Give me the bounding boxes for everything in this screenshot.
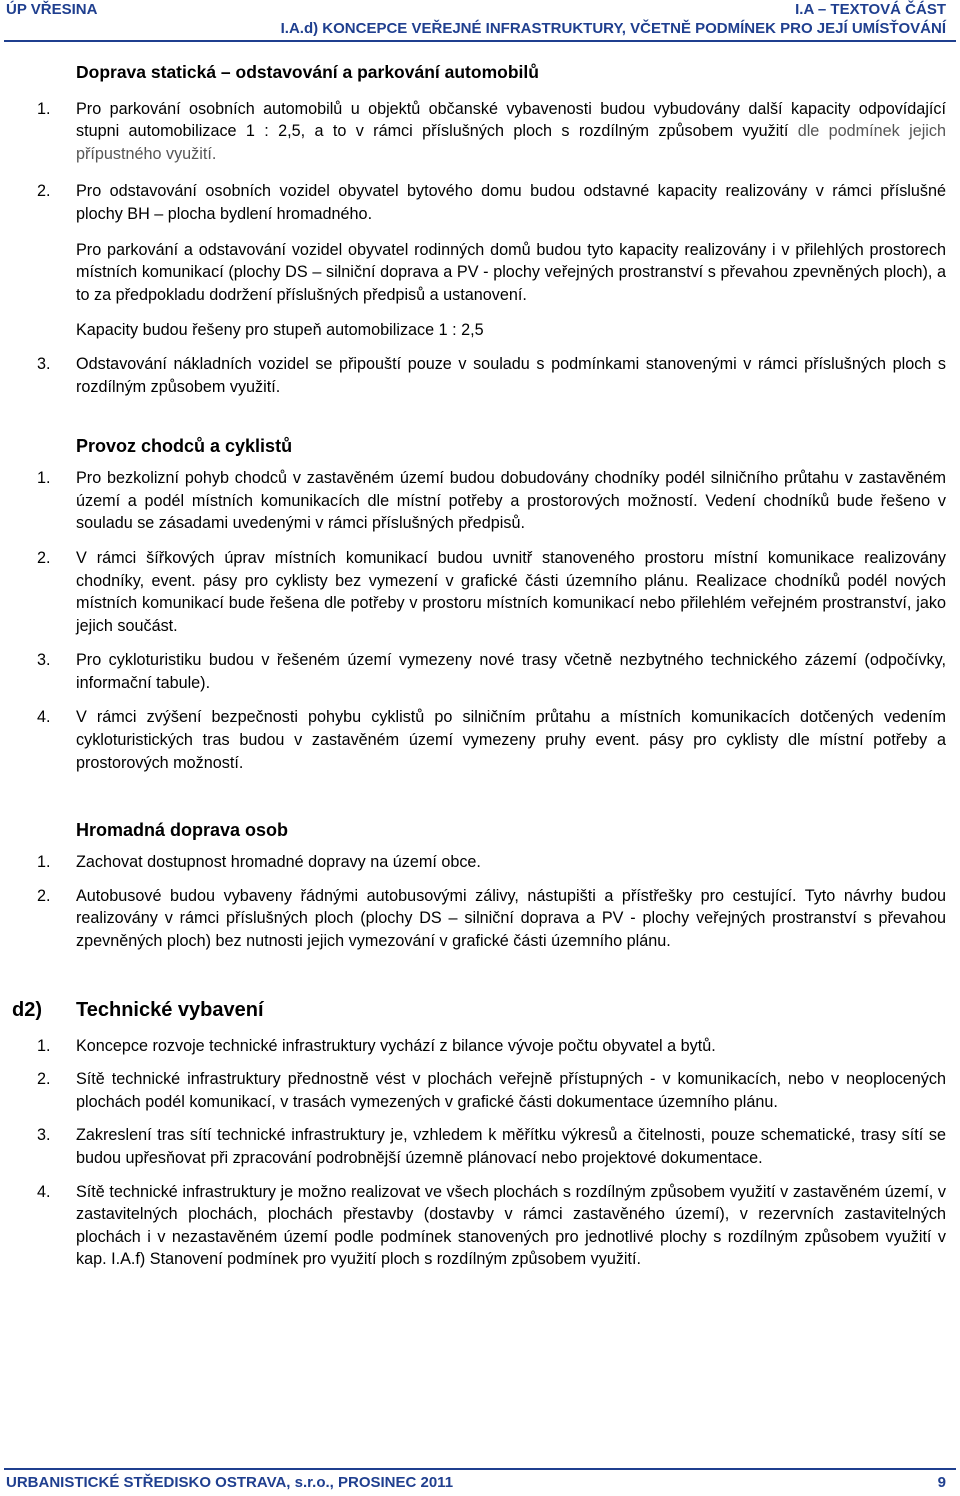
footer-company: URBANISTICKÉ STŘEDISKO OSTRAVA, s.r.o., PROSINEC 2011	[6, 1474, 454, 1491]
item-text: Pro parkování a odstavování vozidel obyvatel rodinných domů budou tyto kapacity realizovány i v přilehlých prostorech místních komunikací (plochy DS – silniční doprava a PV - plochy veřejných prostranství s převahou zpevněných ploch), a to za předpokladu dodržení příslušných předpisů a ustanovení.	[76, 240, 946, 304]
technical-item-4	[0, 1181, 960, 1271]
header-part: I.A – TEXTOVÁ ČÁST	[795, 1, 946, 18]
static-item-2	[0, 180, 960, 225]
transit-item-1	[0, 851, 960, 874]
section-title-static: Doprava statická – odstavování a parkování automobilů	[76, 62, 539, 82]
item-number: 3.	[37, 651, 51, 670]
static-item-1	[0, 98, 960, 166]
technical-item-3	[0, 1124, 960, 1169]
item-number: 1.	[37, 853, 51, 872]
item-text: Koncepce rozvoje technické infrastruktury vychází z bilance vývoje počtu obyvatel a bytů.	[76, 1036, 716, 1055]
item-number: 2.	[37, 548, 51, 567]
item-number: 2.	[37, 886, 51, 905]
item-number: 2.	[37, 182, 51, 201]
section-title-transit: Hromadná doprava osob	[76, 820, 289, 841]
item-text: Sítě technické infrastruktury přednostně vést v plochách veřejně přístupných - v komunikacích, nebo v neoplocených plochách podél komunikací, v trasách vymezených v grafické části dokumentace územního plánu.	[76, 1070, 946, 1111]
item-number: 3.	[37, 354, 51, 373]
section-title-technical	[0, 997, 960, 1023]
item-text: Pro bezkolizní pohyb chodců v zastavěném území budou dobudovány chodníky podél silničního průtahu v zastavěném území a podél místních komunikacích dle místní potřeby a prostorových možností. Vedení chodníků bude řešeno v souladu se zásadami uvedenými v rámci příslušných předpisů.	[76, 469, 946, 533]
section-number: d2)	[12, 998, 42, 1021]
section-title-pedestrian: Provoz chodců a cyklistů	[76, 436, 293, 457]
item-text: Sítě technické infrastruktury je možno realizovat ve všech plochách s rozdílným způsobem využití v zastavěném území, v zastavitelných plochách, plochách přestavby (dostavby v rámci zastavěného území), v rezervních zastavitelných plochách i v nezastavěném území podle podmínek stanovených pro jednotlivé plochy s rozdílným způsobem využití v kap. I.A.f) Stanovení podmínek pro využití ploch s rozdílným způsobem využití.	[76, 1182, 946, 1269]
transit-item-2	[0, 885, 960, 953]
header-project: ÚP VŘESINA	[6, 1, 98, 18]
static-paragraph-capacity	[0, 319, 960, 342]
item-text: Pro parkování osobních automobilů u objektů občanské vybavenosti budou vybudovány další kapacity odpovídající stupni automobilizace 1 : 2,5, a to v rámci příslušných ploch s rozdílným způsobem využití	[76, 99, 946, 141]
item-text: Pro cykloturistiku budou v řešeném území vymezeny nové trasy včetně nezbytného technického zázemí (odpočívky, informační tabule).	[76, 651, 946, 692]
item-number: 1.	[37, 1036, 51, 1055]
technical-item-2	[0, 1068, 960, 1113]
document-body	[0, 52, 960, 1271]
item-text: Kapacity budou řešeny pro stupeň automobilizace 1 : 2,5	[76, 321, 484, 340]
item-number: 1.	[37, 99, 51, 118]
pedestrian-item-2	[0, 547, 960, 637]
item-text: V rámci šířkových úprav místních komunikací budou uvnitř stanoveného prostoru místní komunikace realizovány chodníky, event. pásy pro cyklisty bez vymezení v grafické části územního plánu. Realizace chodníků podél nových místních komunikací bude řešena dle potřeby v prostoru místních komunikací nebo přilehlém veřejném prostranství, jako jejich součást.	[76, 548, 946, 635]
item-number: 2.	[37, 1070, 51, 1089]
header-rule	[4, 40, 956, 42]
item-text: Autobusové budou vybaveny řádnými autobusovými zálivy, nástupišti a přístřešky pro cestující. Tyto návrhy budou realizovány v rámci příslušných ploch (plochy DS – silniční doprava a PV - plochy veřejných prostranství s převahou zpevněných ploch) bez nutnosti jejich vymezování v grafické části územního plánu.	[76, 886, 946, 951]
pedestrian-item-1	[0, 467, 960, 535]
item-text: Pro odstavování osobních vozidel obyvatel bytového domu budou odstavné kapacity realizovány v rámci příslušné plochy BH – plocha bydlení hromadného.	[76, 182, 946, 223]
item-number: 4.	[37, 1182, 51, 1201]
item-text: Odstavování nákladních vozidel se připouští pouze v souladu s podmínkami stanovenými v rámci příslušných ploch s rozdílným způsobem využití.	[76, 354, 946, 396]
item-text: Zachovat dostupnost hromadné dopravy na území obce.	[76, 853, 481, 872]
technical-item-1	[0, 1035, 960, 1058]
item-number: 1.	[37, 469, 51, 488]
item-text: Zakreslení tras sítí technické infrastruktury je, vzhledem k měřítku výkresů a čitelnosti, pouze schematické, trasy sítí se budou upřesňovat při zpracování podrobnější územně plánovací nebo projektové dokumentace.	[76, 1126, 946, 1167]
header-chapter: I.A.d) KONCEPCE VEŘEJNÉ INFRASTRUKTURY, VČETNĚ PODMÍNEK PRO JEJÍ UMÍSŤOVÁNÍ	[280, 20, 946, 37]
item-number: 4.	[37, 708, 51, 727]
item-number: 3.	[37, 1126, 51, 1145]
static-item-3	[0, 353, 960, 398]
item-text: V rámci zvýšení bezpečnosti pohybu cyklistů po silničním průtahu a místních komunikacích dotčených vedením cykloturistických tras budou v zastavěném území vymezeny pruhy event. pásy pro cyklisty dle místní potřeby a prostorových možností.	[76, 708, 946, 772]
pedestrian-item-4	[0, 706, 960, 774]
page-number: 9	[937, 1474, 946, 1491]
static-paragraph-rd	[0, 239, 960, 307]
section-title-text: Technické vybavení	[76, 998, 264, 1021]
pedestrian-item-3	[0, 649, 960, 694]
item-text-gray: dle podmínek jejich přípustného využití.	[76, 122, 946, 163]
footer-rule	[4, 1468, 956, 1470]
